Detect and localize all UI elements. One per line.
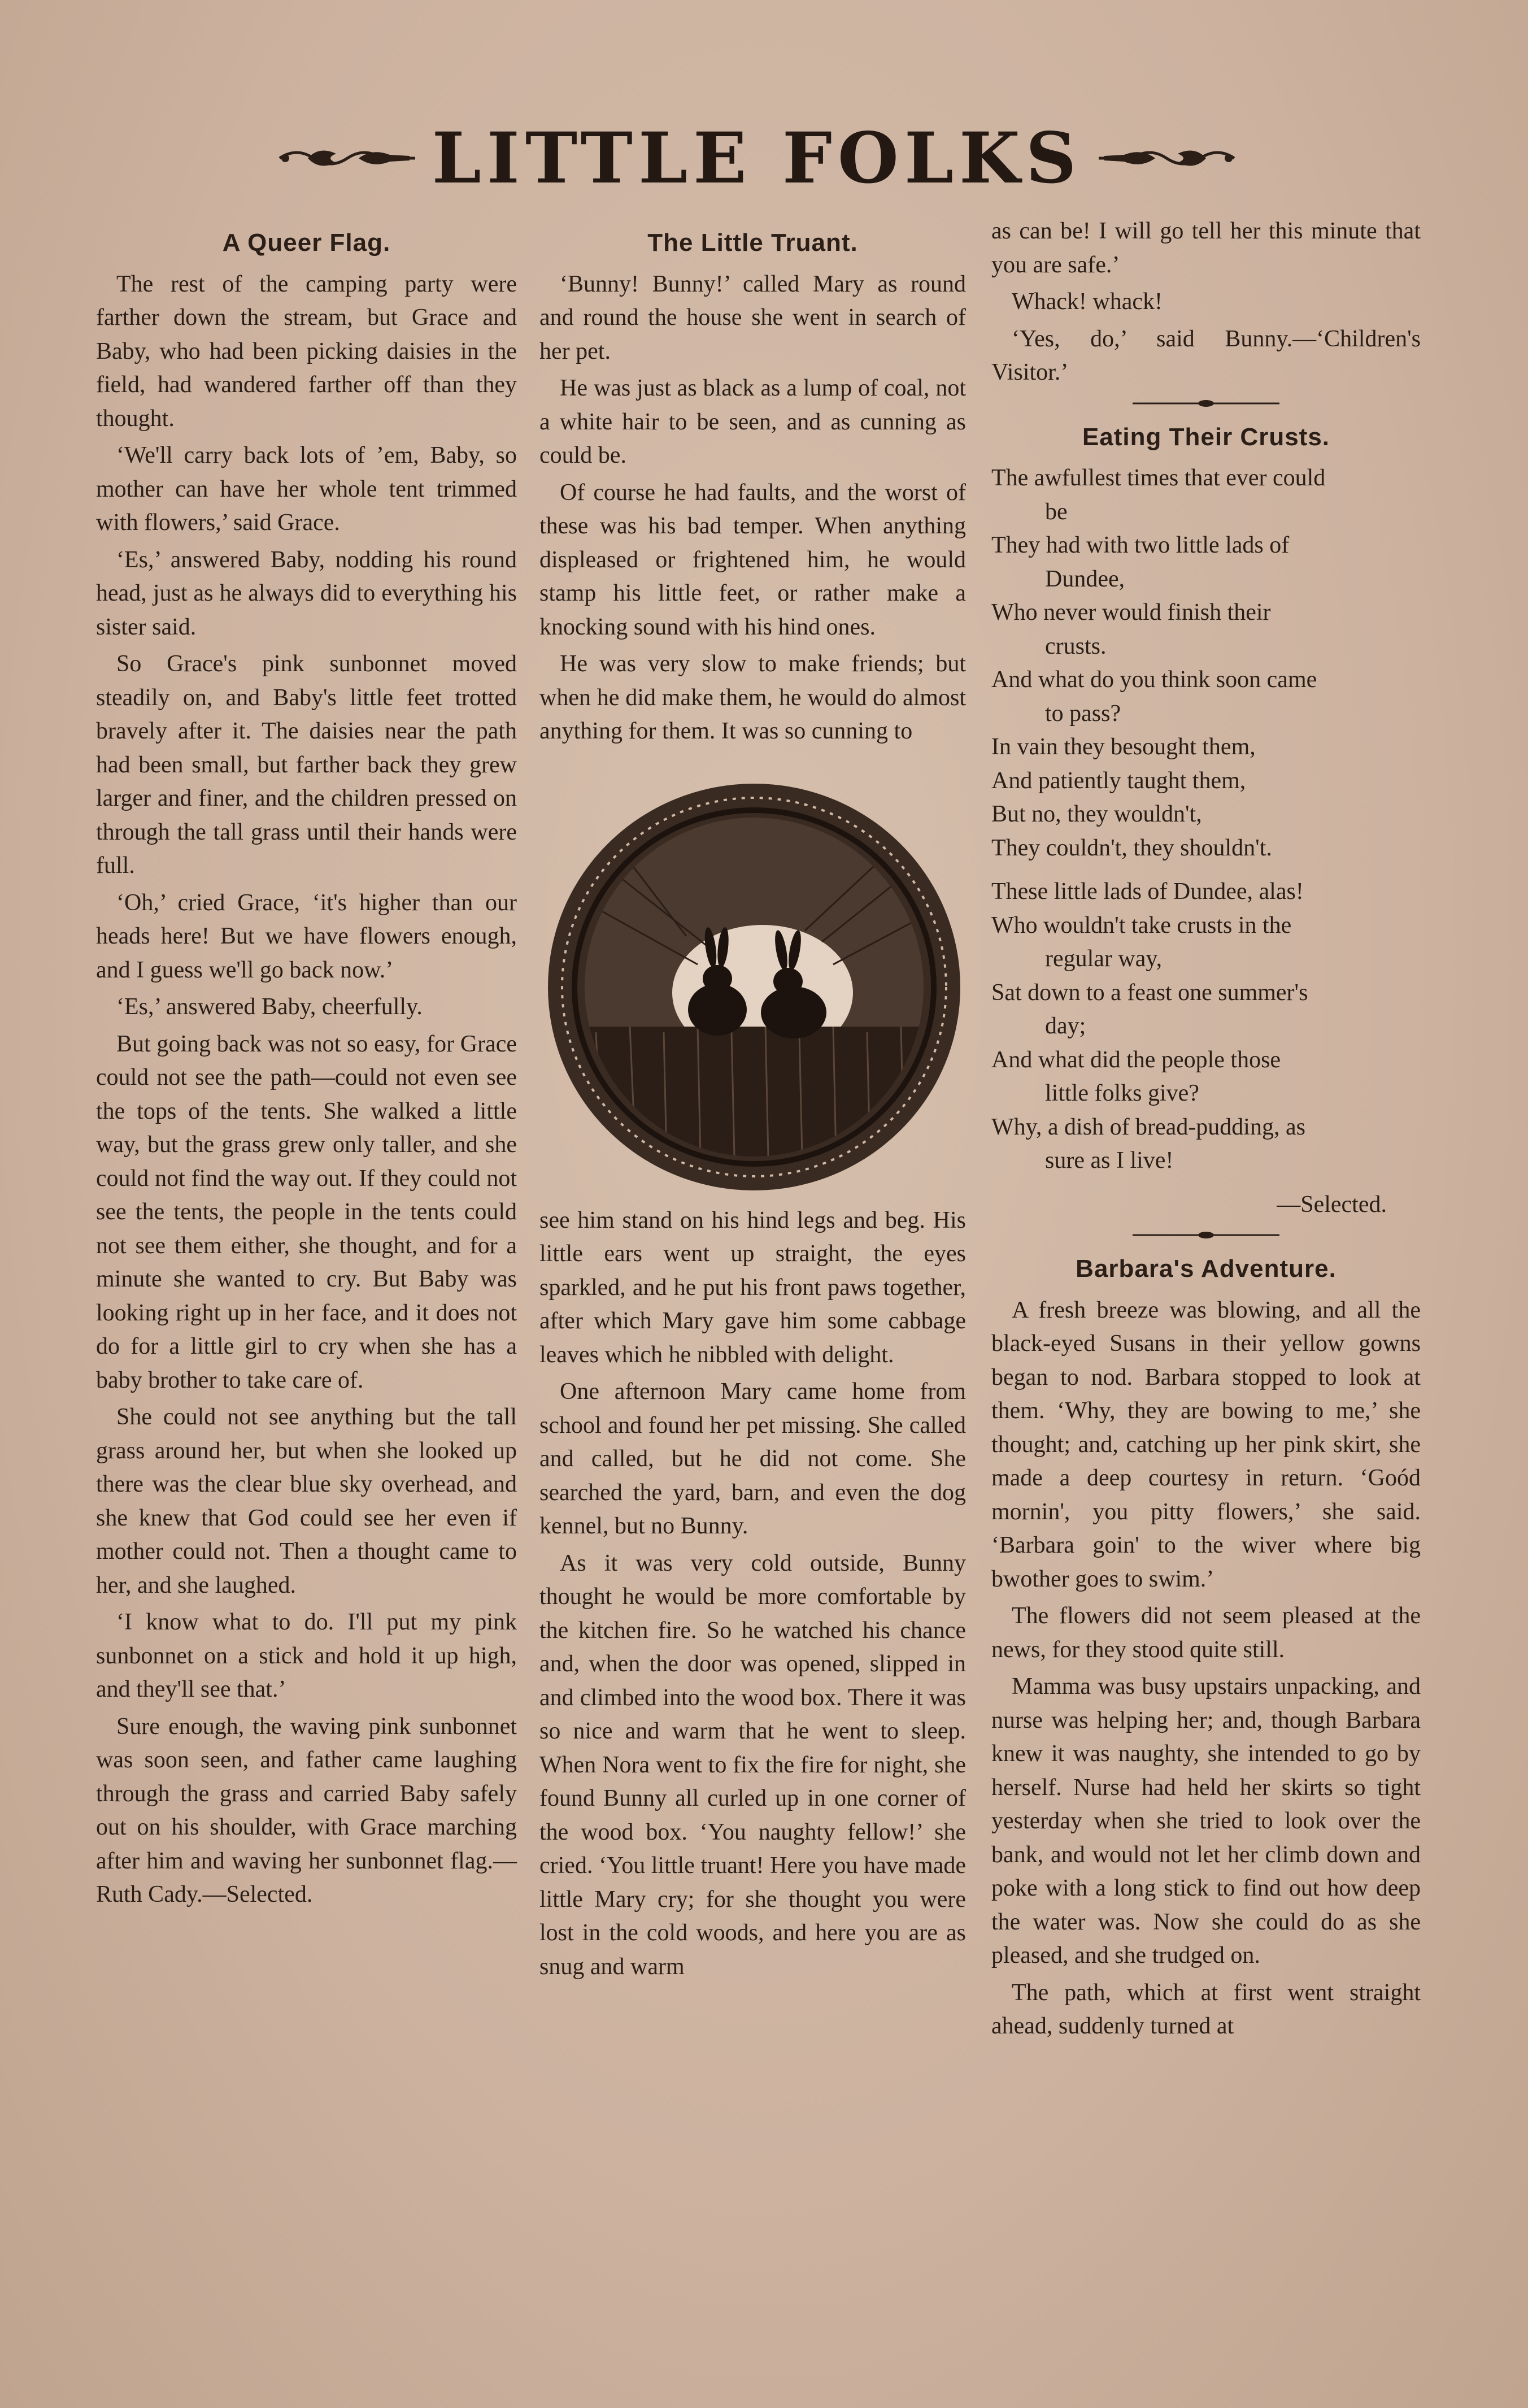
story-paragraph: But going back was not so easy, for Grace could not see the path—could not even see the tops of the tents. She walked a little way, but the grass grew only taller, and she could not find the way out. If they could not see the tents, the people in the tents could not see them either, she thought, and for a minute she wanted to cry. But Baby was looking right up in her face, and it does not do for a little girl to cry when she has a baby brother to take care of. — [96, 1031, 517, 1393]
story-paragraph: see him stand on his hind legs and beg. His little ears went up straight, the eyes sparkled, and he put his front paws together, after which Mary gave him some cabbage leaves which he nibbled with delight. — [539, 1207, 966, 1368]
poem-line: sure as I live! — [1045, 1148, 1174, 1173]
poem-stanza-1 — [991, 462, 1421, 865]
poem-line: Who never would finish their — [991, 599, 1271, 625]
story-paragraph: One afternoon Mary came home from school and found her pet missing. She called and called, but he did not come. She searched the yard, barn, and even the dog kennel, but no Bunny. — [539, 1379, 966, 1539]
story-heading-little-truant: The Little Truant. — [647, 229, 858, 257]
story-paragraph: ‘We'll carry back lots of ’em, Baby, so mother can have her whole tent trimmed with flowers,’ said Grace. — [96, 442, 517, 536]
story-paragraph: He was very slow to make friends; but when he did make them, he would do almost anything for them. It was so cunning to — [539, 651, 966, 744]
story-paragraph: So Grace's pink sunbonnet moved steadily on, and Baby's little feet trotted bravely after it. The daisies near the path had been small, but farther back they grew larger and finer, and the children pressed on through the tall grass until their hands were full. — [96, 651, 517, 879]
story-paragraph: ‘I know what to do. I'll put my pink sunbonnet on a stick and hold it up high, and they'll see that.’ — [96, 1609, 517, 1702]
poem-line: And what did the people those — [991, 1046, 1281, 1073]
poem-line: to pass? — [1045, 700, 1121, 727]
story-paragraph: She could not see anything but the tall grass around her, but when she looked up there was the clear blue sky overhead, and she knew that God could see her even if mother could not. Then a thought came to her, and she laughed. — [96, 1404, 517, 1598]
poem-line: Dundee, — [1045, 566, 1125, 592]
section-divider — [1133, 1229, 1279, 1241]
story-paragraph: Mamma was busy upstairs unpacking, and nurse was helping her; and, though Barbara knew it was naughty, she intended to go by herself. Nurse had held her skirts so tight yesterday when she tried to look over the bank, and would not let her climb down and poke with a long stick to find out how deep the water was. Now she could do as she pleased, and she trudged on. — [991, 1674, 1421, 1968]
poem-line: regular way, — [1045, 946, 1163, 972]
poem-source: —Selected. — [1277, 1191, 1387, 1218]
story-paragraph: Of course he had faults, and the worst of these was his bad temper. When anything displeased or frightened him, he would stamp his little feet, or rather make a knocking sound with his hind ones. — [539, 479, 966, 640]
poem-line: be — [1045, 498, 1068, 525]
story-paragraph: The rest of the camping party were farther down the stream, but Grace and Baby, who had been picking daisies in the field, had wandered farther off than they thought. — [96, 271, 517, 432]
poem-line: Who wouldn't take crusts in the — [991, 912, 1292, 938]
story-paragraph: The path, which at first went straight ahead, suddenly turned at — [991, 1979, 1421, 2039]
story-paragraph: The flowers did not seem pleased at the news, for they stood quite still. — [991, 1603, 1421, 1663]
poem-line: They had with two little lads of — [991, 532, 1290, 558]
story-paragraph: Whack! whack! — [1012, 289, 1163, 315]
poem-line: day; — [1045, 1013, 1086, 1039]
rabbits-wreath-illustration — [539, 761, 969, 1190]
poem-line: crusts. — [1045, 633, 1107, 659]
poem-line: They couldn't, they shouldn't. — [991, 834, 1272, 861]
story-paragraph: ‘Oh,’ cried Grace, ‘it's higher than our heads here! But we have flowers enough, and I guess we'll go back now.’ — [96, 889, 517, 983]
poem-line: The awfullest times that ever could — [991, 465, 1326, 491]
poem-line: In vain they besought them, — [991, 734, 1256, 760]
story-paragraph: ‘Es,’ answered Baby, nodding his round head, just as he always did to everything his sister said. — [96, 546, 517, 640]
masthead — [271, 116, 1243, 201]
story-paragraph: He was just as black as a lump of coal, not a white hair to be seen, and as cunning as could be. — [539, 375, 966, 468]
story-paragraph: As it was very cold outside, Bunny thought he would be more comfortable by the kitchen fire. So he watched his chance and, when the door was opened, slipped in and climbed into the wood box. There it was so nice and warm that he went to sleep. When Nora went to fix the fire for night, she found Bunny all curled up in one corner of the wood box. ‘You naughty fellow!’ she cried. ‘You little truant! Here you have made little Mary cry; for she thought you were lost in the cold woods, and here you are as snug and warm — [539, 1550, 966, 1980]
story-paragraph: Sure enough, the waving pink sunbonnet was soon seen, and father came laughing through the grass and carried Baby safely out on his shoulder, with Grace marching after him and waving her sunbonnet flag.—Ruth Cady.—Selected. — [96, 1713, 517, 1907]
poem-line: Sat down to a feast one summer's — [991, 979, 1308, 1006]
poem-line: little folks give? — [1045, 1080, 1199, 1106]
story-paragraph: ‘Es,’ answered Baby, cheerfully. — [116, 994, 423, 1020]
story-heading-queer-flag: A Queer Flag. — [222, 229, 391, 257]
poem-line: But no, they wouldn't, — [991, 801, 1202, 827]
poem-line: And what do you think soon came — [991, 667, 1317, 693]
left-flourish-ornament — [274, 141, 421, 175]
story-paragraph: ‘Yes, do,’ said Bunny.—‘Children's Visitor.’ — [991, 325, 1421, 385]
masthead-title: LITTLE FOLKS — [432, 117, 1082, 199]
column-middle — [539, 215, 966, 1987]
poem-line: Why, a dish of bread-pudding, as — [991, 1114, 1305, 1140]
right-flourish-ornament — [1093, 141, 1240, 175]
story-paragraph: as can be! I will go tell her this minute that you are safe.’ — [991, 218, 1421, 278]
column-right — [991, 215, 1421, 2047]
column-left — [96, 215, 517, 1915]
poem-stanza-2 — [991, 875, 1421, 1178]
story-paragraph: A fresh breeze was blowing, and all the black-eyed Susans in their yellow gowns began to nod. Barbara stopped to look at them. ‘Why, they are bowing to me,’ she thought; and, catching up her pink skirt, she made a deep courtesy in return. ‘Goód mornin', you pitty flowers,’ she said. ‘Barbara goin' to the wiver where big bwother goes to swim.’ — [991, 1297, 1421, 1592]
section-divider — [1133, 398, 1279, 409]
poem-heading-eating-crusts: Eating Their Crusts. — [1082, 423, 1330, 451]
story-heading-barbaras-adventure: Barbara's Adventure. — [1076, 1255, 1337, 1283]
poem-line: And patiently taught them, — [991, 767, 1246, 794]
poem-line: These little lads of Dundee, alas! — [991, 879, 1304, 905]
story-paragraph: ‘Bunny! Bunny!’ called Mary as round and round the house she went in search of her pet. — [539, 271, 966, 364]
